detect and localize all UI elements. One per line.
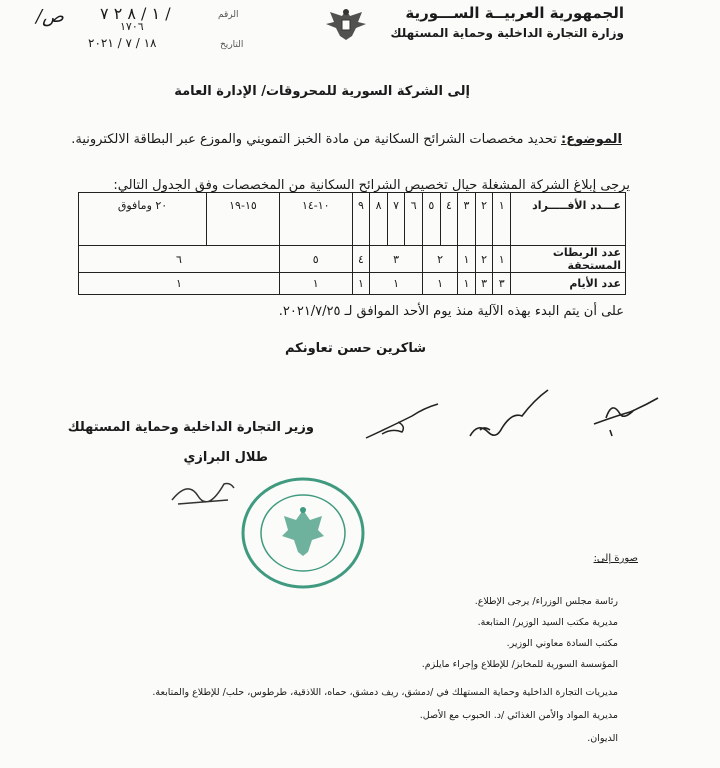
minister-title: وزير التجارة الداخلية وحماية المستهلك bbox=[67, 420, 314, 435]
table-cell: ٣ bbox=[370, 246, 423, 273]
signature-3-icon bbox=[590, 390, 662, 440]
table-cell: ١ bbox=[493, 246, 511, 273]
copy-item: مديريات التجارة الداخلية وحماية المستهلك في /دمشق، ريف دمشق، حماه، اللاذقية، طرطوس، حلب/ للإطلاع والمتابعة. bbox=[152, 687, 618, 698]
table-cell: ١٥-١٩ bbox=[207, 193, 280, 246]
table-cell: ٣ bbox=[475, 273, 493, 295]
table-cell: ٥ bbox=[423, 193, 441, 246]
thanks-line: شاكرين حسن تعاونكم bbox=[284, 341, 426, 356]
table-cell: ٥ bbox=[279, 246, 352, 273]
recipient: إلى الشركة السورية للمحروقات/ الإدارة العامة bbox=[174, 84, 470, 99]
table-cell: ١ bbox=[493, 193, 511, 246]
allocation-table bbox=[78, 192, 626, 295]
official-stamp-icon bbox=[238, 474, 368, 592]
minister-signature-icon bbox=[168, 470, 238, 510]
table-cell: ١ bbox=[458, 273, 476, 295]
date-value: ١٨ / ٧ / ٢٠٢١ bbox=[88, 36, 157, 50]
table-cell: ٨ bbox=[370, 193, 388, 246]
start-date-note: على أن يتم البدء بهذه الآلية منذ يوم الأحد الموافق لـ ٢٠٢١/٧/٢٥. bbox=[278, 304, 624, 319]
subject-label: الموضوع: bbox=[561, 132, 622, 147]
reference-label: الرقم bbox=[218, 10, 239, 20]
table-cell: ١ bbox=[423, 273, 458, 295]
table-cell: ٤ bbox=[440, 193, 458, 246]
row-header: عدد الأيام bbox=[511, 273, 626, 295]
subject-text: تحديد مخصصات الشرائح السكانية من مادة الخبز التمويني والموزع عبر البطاقة الالكترونية. bbox=[71, 132, 557, 147]
table-cell: ١ bbox=[79, 273, 280, 295]
reference-sub-number: ١٧٠٦ bbox=[120, 20, 144, 33]
table-cell: ٢ bbox=[475, 193, 493, 246]
subject-line bbox=[71, 132, 622, 147]
table-row bbox=[79, 273, 626, 295]
ministry-name: وزارة التجارة الداخلية وحماية المستهلك bbox=[390, 26, 624, 40]
table-cell: ١٠-١٤ bbox=[279, 193, 352, 246]
table-cell: ١ bbox=[279, 273, 352, 295]
intro-paragraph: يرجى إبلاغ الشركة المشغلة حيال تخصيص الشرائح السكانية من المخصصات وفق الجدول التالي: bbox=[113, 178, 630, 193]
row-header: عدد الربطات المستحقة bbox=[511, 246, 626, 273]
copy-item: المؤسسة السورية للمخابز/ للإطلاع وإجراء مايلزم. bbox=[421, 659, 618, 670]
copy-item: مكتب السادة معاوني الوزير. bbox=[506, 638, 618, 649]
copies-title: صورة إلى: bbox=[593, 553, 638, 564]
table-cell: ٢٠ ومافوق bbox=[79, 193, 207, 246]
table-row bbox=[79, 246, 626, 273]
copy-item: الديوان. bbox=[587, 733, 618, 744]
copy-item: رئاسة مجلس الوزراء/ يرجى الإطلاع. bbox=[474, 596, 618, 607]
signature-1-icon bbox=[362, 398, 442, 446]
country-name: الجمهورية العربيــة الســـورية bbox=[405, 4, 624, 22]
eagle-emblem-icon bbox=[322, 4, 370, 44]
table-cell: ١ bbox=[352, 273, 370, 295]
table-cell: ٣ bbox=[458, 193, 476, 246]
copy-item: مديرية المواد والأمن الغذائي /د. الحبوب مع الأصل. bbox=[419, 710, 618, 721]
copy-item: مديرية مكتب السيد الوزير/ المتابعة. bbox=[477, 617, 618, 628]
table-row bbox=[79, 193, 626, 246]
minister-name: طلال البرازي bbox=[183, 450, 268, 465]
reference-handwritten-suffix: /ص bbox=[36, 6, 64, 27]
signature-2-icon bbox=[462, 386, 552, 448]
date-label: التاريخ bbox=[220, 40, 244, 50]
reference-number: ١ / ٨ ٢ ٧ / bbox=[100, 4, 171, 23]
row-header: عـــدد الأفـــــراد bbox=[511, 193, 626, 246]
table-cell: ١ bbox=[458, 246, 476, 273]
table-cell: ٧ bbox=[387, 193, 405, 246]
table-cell: ٣ bbox=[493, 273, 511, 295]
table-cell: ٢ bbox=[423, 246, 458, 273]
table-cell: ٢ bbox=[475, 246, 493, 273]
table-cell: ٤ bbox=[352, 246, 370, 273]
table-cell: ٦ bbox=[79, 246, 280, 273]
table-cell: ١ bbox=[370, 273, 423, 295]
table-cell: ٦ bbox=[405, 193, 423, 246]
table-cell: ٩ bbox=[352, 193, 370, 246]
